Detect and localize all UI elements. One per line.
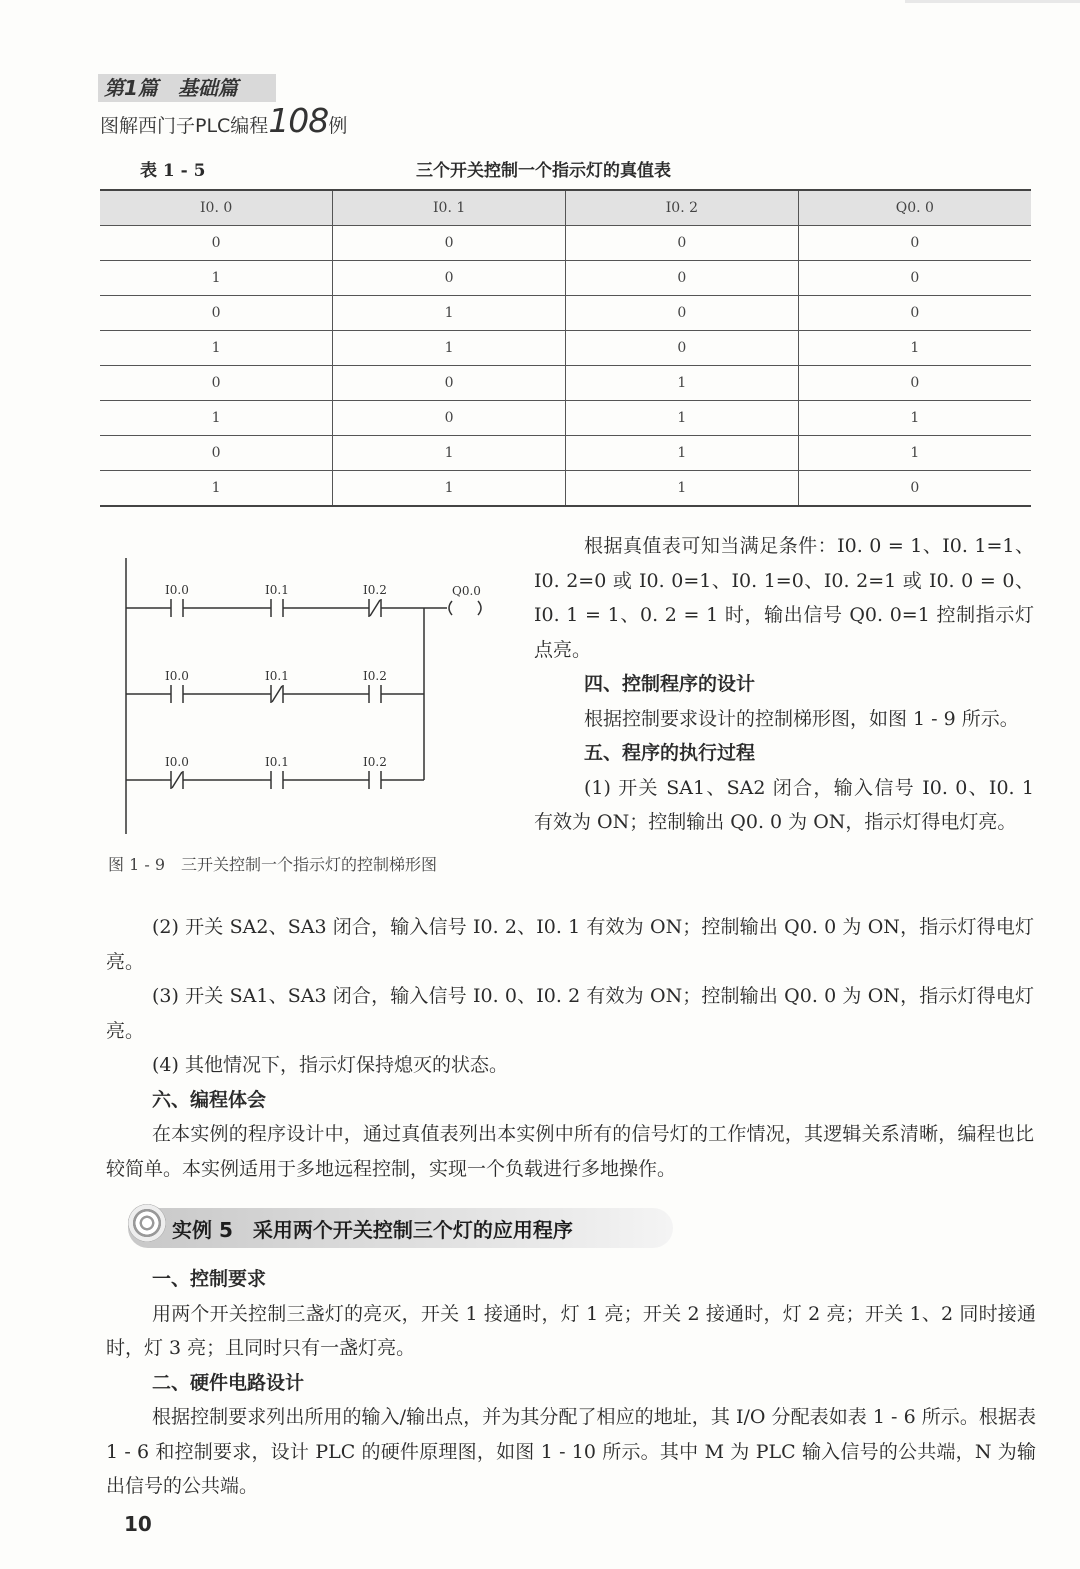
section-tag: 第1篇 基础篇	[98, 74, 276, 102]
table-cell: 0	[798, 471, 1031, 507]
table-cell: 0	[566, 261, 799, 296]
paragraph-conditions: 根据真值表可知当满足条件：I0. 0 = 1、I0. 1=1、I0. 2=0 或 I0. 0=1、I0. 1=0、I0. 2=1 或 I0. 0 = 0、I0. 1 = 1、0. 2 = 1 时，输出信号 Q0. 0=1 控制指示灯点亮。	[534, 535, 1034, 661]
table-cell: 1	[333, 331, 566, 366]
table-cell: 0	[333, 226, 566, 261]
table-cell: 1	[333, 471, 566, 507]
table-cell: 1	[798, 436, 1031, 471]
no-contact-icon	[162, 685, 192, 703]
nc-contact-icon	[262, 685, 292, 703]
right-column-text	[534, 529, 1034, 840]
table-number: 表 1 - 5	[140, 161, 206, 181]
no-contact-icon	[360, 685, 390, 703]
heading-execution: 五、程序的执行过程	[584, 742, 756, 764]
book-title-prefix: 图解西门子PLC编程	[100, 115, 269, 137]
table-row	[100, 226, 1031, 261]
paragraph-step-3: (3) 开关 SA1、SA3 闭合，输入信号 I0. 0、I0. 2 有效为 ON；控制输出 Q0. 0 为 ON，指示灯得电灯亮。	[106, 985, 1034, 1042]
contact-label: I0.0	[165, 583, 189, 597]
table-cell: 1	[566, 471, 799, 507]
table-cell: 0	[100, 226, 333, 261]
table-row	[100, 366, 1031, 401]
target-circle-icon	[128, 1204, 166, 1242]
book-title-number: 108	[268, 101, 329, 140]
table-cell: 1	[100, 331, 333, 366]
no-contact-icon	[262, 599, 292, 617]
table-cell: 0	[333, 261, 566, 296]
paragraph-step-4: (4) 其他情况下，指示灯保持熄灭的状态。	[152, 1054, 508, 1076]
paragraph-hardware: 根据控制要求列出所用的输入/输出点，并为其分配了相应的地址，其 I/O 分配表如表 1 - 6 所示。根据表 1 - 6 和控制要求，设计 PLC 的硬件原理图，如图 1 - 10 所示。其中 M 为 PLC 输入信号的公共端，N 为输出信号的公共端。	[106, 1406, 1036, 1497]
table-cell: 0	[566, 331, 799, 366]
header-cell: I0. 1	[333, 190, 566, 226]
contact-label: I0.0	[165, 755, 189, 769]
contact-label: I0.2	[363, 583, 387, 597]
figure-caption: 图 1 - 9 三开关控制一个指示灯的控制梯形图	[108, 855, 438, 874]
table-cell: 1	[798, 401, 1031, 436]
table-row	[100, 261, 1031, 296]
heading-hardware-design: 二、硬件电路设计	[152, 1371, 305, 1394]
table-cell: 0	[100, 296, 333, 331]
paragraph-experience: 在本实例的程序设计中，通过真值表列出本实例中所有的信号灯的工作情况，其逻辑关系清晰，编程也比较简单。本实例适用于多地远程控制，实现一个负载进行多地操作。	[106, 1123, 1034, 1180]
heading-experience: 六、编程体会	[152, 1088, 267, 1111]
table-cell: 1	[798, 331, 1031, 366]
example-title: 实例 5 采用两个开关控制三个灯的应用程序	[172, 1218, 573, 1242]
nc-contact-icon	[360, 599, 390, 617]
page-edge-mark	[905, 0, 1080, 3]
book-title-suffix: 例	[328, 115, 348, 137]
paragraph-step-2: (2) 开关 SA2、SA3 闭合，输入信号 I0. 2、I0. 1 有效为 ON；控制输出 Q0. 0 为 ON，指示灯得电灯亮。	[106, 916, 1034, 973]
coil-label: Q0.0	[452, 584, 481, 598]
contact-label: I0.1	[265, 669, 289, 683]
table-caption: 三个开关控制一个指示灯的真值表	[416, 161, 671, 181]
table-cell: 0	[333, 366, 566, 401]
no-contact-icon	[262, 771, 292, 789]
table-cell: 0	[100, 436, 333, 471]
heading-control-requirements: 一、控制要求	[152, 1268, 267, 1290]
truth-table-body	[100, 226, 1031, 507]
table-cell: 0	[333, 401, 566, 436]
example-5-text	[106, 1262, 1036, 1504]
table-cell: 0	[100, 366, 333, 401]
table-cell: 0	[566, 296, 799, 331]
table-header-row	[100, 190, 1031, 226]
table-row	[100, 296, 1031, 331]
table-cell: 0	[798, 366, 1031, 401]
table-cell: 1	[100, 471, 333, 507]
table-cell: 1	[100, 261, 333, 296]
heading-program-design: 四、控制程序的设计	[584, 673, 756, 695]
paragraph-design: 根据控制要求设计的控制梯形图，如图 1 - 9 所示。	[584, 707, 1019, 730]
table-cell: 0	[798, 261, 1031, 296]
table-row	[100, 471, 1031, 507]
ladder-diagram	[112, 550, 512, 840]
contact-label: I0.1	[265, 583, 289, 597]
table-row	[100, 436, 1031, 471]
lower-text	[106, 910, 1034, 1186]
table-cell: 1	[333, 436, 566, 471]
paragraph-step-1: (1) 开关 SA1、SA2 闭合，输入信号 I0. 0、I0. 1 有效为 ON；控制输出 Q0. 0 为 ON，指示灯得电灯亮。	[534, 776, 1034, 833]
table-cell: 0	[798, 296, 1031, 331]
paragraph-requirements: 用两个开关控制三盏灯的亮灭，开关 1 接通时，灯 1 亮；开关 2 接通时，灯 2 亮；开关 1、2 同时接通时，灯 3 亮；且同时只有一盏灯亮。	[106, 1302, 1036, 1359]
table-cell: 0	[566, 226, 799, 261]
table-row	[100, 331, 1031, 366]
page-number: 10	[124, 1512, 152, 1536]
no-contact-icon	[162, 599, 192, 617]
table-cell: 1	[566, 366, 799, 401]
table-row	[100, 401, 1031, 436]
table-cell: 1	[566, 436, 799, 471]
nc-contact-icon	[162, 771, 192, 789]
contact-label: I0.2	[363, 755, 387, 769]
header-cell: I0. 2	[566, 190, 799, 226]
output-coil-icon	[449, 601, 481, 615]
contact-label: I0.2	[363, 669, 387, 683]
table-cell: 1	[566, 401, 799, 436]
table-cell: 1	[100, 401, 333, 436]
table-cell: 0	[798, 226, 1031, 261]
contact-label: I0.0	[165, 669, 189, 683]
no-contact-icon	[360, 771, 390, 789]
book-title	[100, 101, 348, 143]
header-cell: Q0. 0	[798, 190, 1031, 226]
contact-label: I0.1	[265, 755, 289, 769]
table-cell: 1	[333, 296, 566, 331]
truth-table	[100, 189, 1031, 507]
header-cell: I0. 0	[100, 190, 333, 226]
